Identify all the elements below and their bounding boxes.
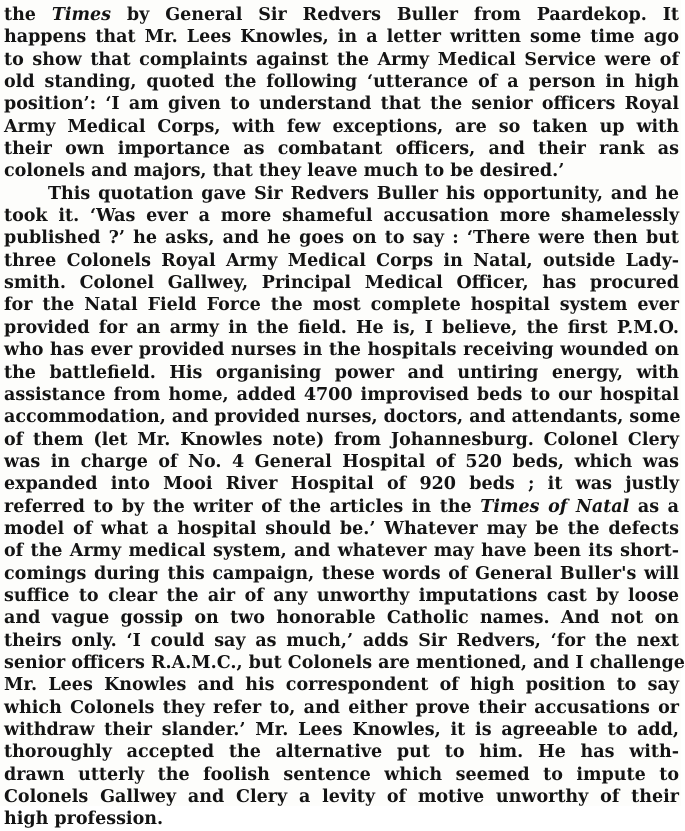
text-run: drawn utterly the foolish sentence which seemed to impute to [4, 764, 679, 785]
italic-title: Times of Natal [480, 496, 630, 517]
text-line [4, 563, 679, 585]
text-run: Mr. Lees Knowles and his correspondent of high position to say [4, 675, 679, 696]
text-run: expanded into Mooi River Hospital of 920 beds ; it was justly [4, 474, 679, 495]
text-line [4, 116, 679, 138]
text-run: of the Army medical system, and whatever may have been its short- [4, 541, 679, 562]
text-run: high profession. [4, 809, 164, 830]
text-run: assistance from home, added 4700 improvised beds to our hospital [4, 384, 679, 405]
paragraph [4, 183, 685, 831]
text-line [4, 227, 679, 249]
text-run: suffice to clear the air of any unworthy imputations cast by loose [4, 585, 679, 606]
text-line [4, 205, 679, 227]
text-line [4, 272, 679, 294]
text-line [4, 451, 679, 473]
text-run: old standing, quoted the following ‘utterance of a person in high [4, 72, 679, 93]
text-line [4, 764, 679, 786]
text-run: their own importance as combatant officers, and their rank as [4, 139, 679, 160]
text-run: the [4, 5, 52, 25]
text-run: three Colonels Royal Army Medical Corps in Natal, outside Lady- [4, 250, 679, 271]
text-line [4, 362, 679, 384]
text-line [4, 652, 685, 674]
text-line [4, 384, 679, 406]
text-run: provided for an army in the field. He is, I believe, the first P.M.O. [4, 317, 679, 338]
text-line [4, 496, 679, 518]
text-line [4, 160, 679, 182]
text-line [4, 607, 679, 629]
text-run: took it. ‘Was ever a more shameful accusation more shamelessly [4, 206, 679, 227]
text-line [4, 294, 679, 316]
text-line [4, 49, 679, 71]
text-run: happens that Mr. Lees Knowles, in a letter written some time ago [4, 27, 679, 48]
text-run: withdraw their slander.’ Mr. Lees Knowles, it is agreeable to add, [4, 720, 679, 740]
text-run: senior officers R.A.M.C., but Colonels are mentioned, and I challenge [4, 652, 685, 673]
text-run: thoroughly accepted the alternative put to him. He has with- [4, 742, 679, 763]
text-run: smith. Colonel Gallwey, Principal Medical Officer, has procured [4, 273, 679, 294]
text-run: by General Sir Redvers Buller from Paardekop. It [111, 5, 679, 25]
text-line [4, 138, 679, 160]
text-line [4, 473, 679, 495]
text-line [4, 808, 679, 830]
text-run: to show that complaints against the Army Medical Service were of [4, 49, 679, 70]
text-run: was in charge of No. 4 General Hospital of 520 beds, which was [4, 451, 679, 472]
text-line [4, 4, 679, 26]
text-line [4, 71, 679, 93]
text-line [4, 518, 679, 540]
text-line [4, 183, 679, 205]
text-line [4, 540, 679, 562]
text-run: comings during this campaign, these words of General Buller's will [4, 563, 679, 584]
text-run: Army Medical Corps, with few exceptions, are so taken up with [4, 116, 679, 137]
text-line [4, 339, 679, 361]
text-line [4, 697, 679, 719]
text-line [4, 630, 679, 652]
text-run: of them (let Mr. Knowles note) from Johannesburg. Colonel Clery [4, 429, 679, 450]
text-run: model of what a hospital should be.’ Whatever may be the defects [4, 518, 679, 539]
text-line [4, 250, 679, 272]
text-line [4, 741, 679, 763]
text-run: position’: ‘I am given to understand that the senior officers Royal [4, 94, 679, 115]
text-line [4, 674, 679, 696]
text-run: referred to by the writer of the articles in the [4, 496, 481, 517]
article-body [4, 4, 685, 831]
text-line [4, 93, 679, 115]
text-run: theirs only. ‘I could say as much,’ adds Sir Redvers, ‘for the next [4, 630, 679, 651]
text-run: Colonels Gallwey and Clery a levity of motive unworthy of their [4, 787, 679, 808]
text-line [4, 317, 679, 339]
text-run: for the Natal Field Force the most complete hospital system ever [4, 295, 679, 316]
text-run: and vague gossip on two honorable Catholic names. And not on [4, 608, 679, 629]
text-run: which Colonels they refer to, and either prove their accusations or [4, 697, 679, 718]
text-run: the battlefield. His organising power and untiring energy, with [4, 362, 679, 383]
text-line [4, 429, 679, 451]
text-line [4, 406, 679, 428]
text-run: colonels and majors, that they leave much to be desired.’ [4, 161, 565, 182]
paragraph [4, 4, 679, 183]
text-run: who has ever provided nurses in the hospitals receiving wounded on [4, 340, 679, 361]
text-run: as a [629, 496, 680, 517]
italic-title: Times [51, 5, 112, 25]
text-run: accommodation, and provided nurses, doctors, and attendants, some [4, 407, 681, 428]
text-run: This quotation gave Sir Redvers Buller his opportunity, and he [48, 183, 679, 204]
text-line [4, 585, 679, 607]
text-line [4, 26, 679, 48]
text-line [4, 719, 679, 741]
text-run: published ?’ he asks, and he goes on to say : ‘There were then but [4, 228, 679, 249]
text-line [4, 786, 679, 808]
